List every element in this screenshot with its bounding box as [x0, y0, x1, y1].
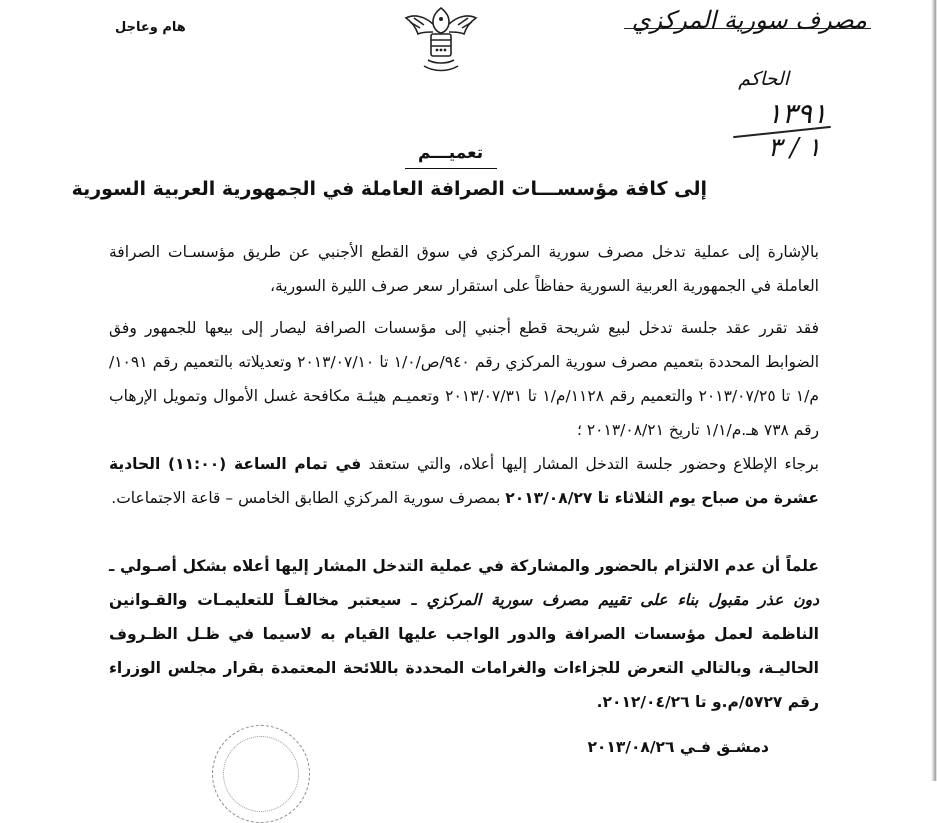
warning-text-2: ـ سيعتبر مخالفـاً للتعليمـات والقـوانين الناظمة لعمل مؤسسات الصرافة والدور الواجب عليها القيام به لاسيما في ظـل الظـروف الحاليـة، وبالتالي التعرض للجزاءات والغرامات المحددة باللائحة المعتمدة بقرار مجلس الوزراء رقم ٥٧٢٧/م.و تا ٢٠١٢/٠٤/٢٦. — [109, 591, 819, 711]
bank-name-header: مصرف سورية المركزي — [631, 6, 867, 34]
state-emblem-icon — [402, 2, 480, 74]
reference-date: ١ / ٣ — [767, 133, 821, 163]
paragraph-session — [109, 447, 819, 515]
session-text-2: بمصرف سورية المركزي الطابق الخامس – قاعة الاجتماعات. — [111, 489, 506, 507]
reference-number: ١٣٩١ — [766, 97, 827, 130]
signature-date: دمشـق فـي ٢٠١٣/٠٨/٢٦ — [587, 738, 769, 756]
urgent-label: هام وعاجل — [115, 20, 186, 35]
governor-label: الحاكم — [738, 68, 789, 90]
paragraph-decision: فقد تقرر عقد جلسة تدخل لبيع شريحة قطع أجنبي إلى مؤسسات الصرافة ليصار إلى بيعها للجمهور وفق الضوابط المحددة بتعميم مصرف سورية المركزي رقم ٩٤٠/ص/١/٠ تا ٢٠١٣/٠٧/١٠ وتعديلاته بالتعميم رقم ١٠٩١/م/١ تا ٢٠١٣/٠٧/٢٥ والتعميم رقم ١١٢٨/م/١ تا ٢٠١٣/٠٧/٣١ وتعميـم هيئـة مكافحة غسل الأموال وتمويل الإرهاب رقم ٧٣٨ هـ.م/١/١ تاريخ ٢٠١٣/٠٨/٢١ ؛ — [109, 319, 819, 439]
stamp-inner-ring — [223, 736, 299, 812]
session-text-1: برجاء الإطلاع وحضور جلسة التدخل المشار إليها أعلاه، والتي ستعقد — [361, 455, 819, 473]
official-stamp-icon — [212, 725, 310, 823]
circular-title: تعميـــم — [418, 143, 484, 163]
warning-text-1: علماً أن عدم الالتزام بالحضور والمشاركة في عملية التدخل المشار إليها أعلاه بشكل أصـولي ـ — [109, 557, 819, 575]
title-underline — [405, 168, 497, 169]
page-edge-shadow — [931, 0, 937, 781]
session-time-bold: في تمام الساعة (١١:٠٠) الحادية عشرة من صباح يوم الثلاثاء تا ٢٠١٣/٠٨/٢٧ — [109, 455, 819, 507]
warning-italic: دون عذر مقبول بناء على تقييم مصرف سورية المركزي — [426, 591, 820, 609]
addressee-line: إلى كافة مؤسســـات الصرافة العاملة في الجمهورية العربية السورية — [71, 178, 707, 200]
paragraph-warning — [109, 549, 819, 719]
paragraph-reference: بالإشارة إلى عملية تدخل مصرف سورية المركزي في سوق القطع الأجنبي عن طريق مؤسسـات الصرافة العاملة في الجمهورية العربية السورية حفاظاً على استقرار سعر صرف الليرة السورية، — [109, 243, 819, 295]
